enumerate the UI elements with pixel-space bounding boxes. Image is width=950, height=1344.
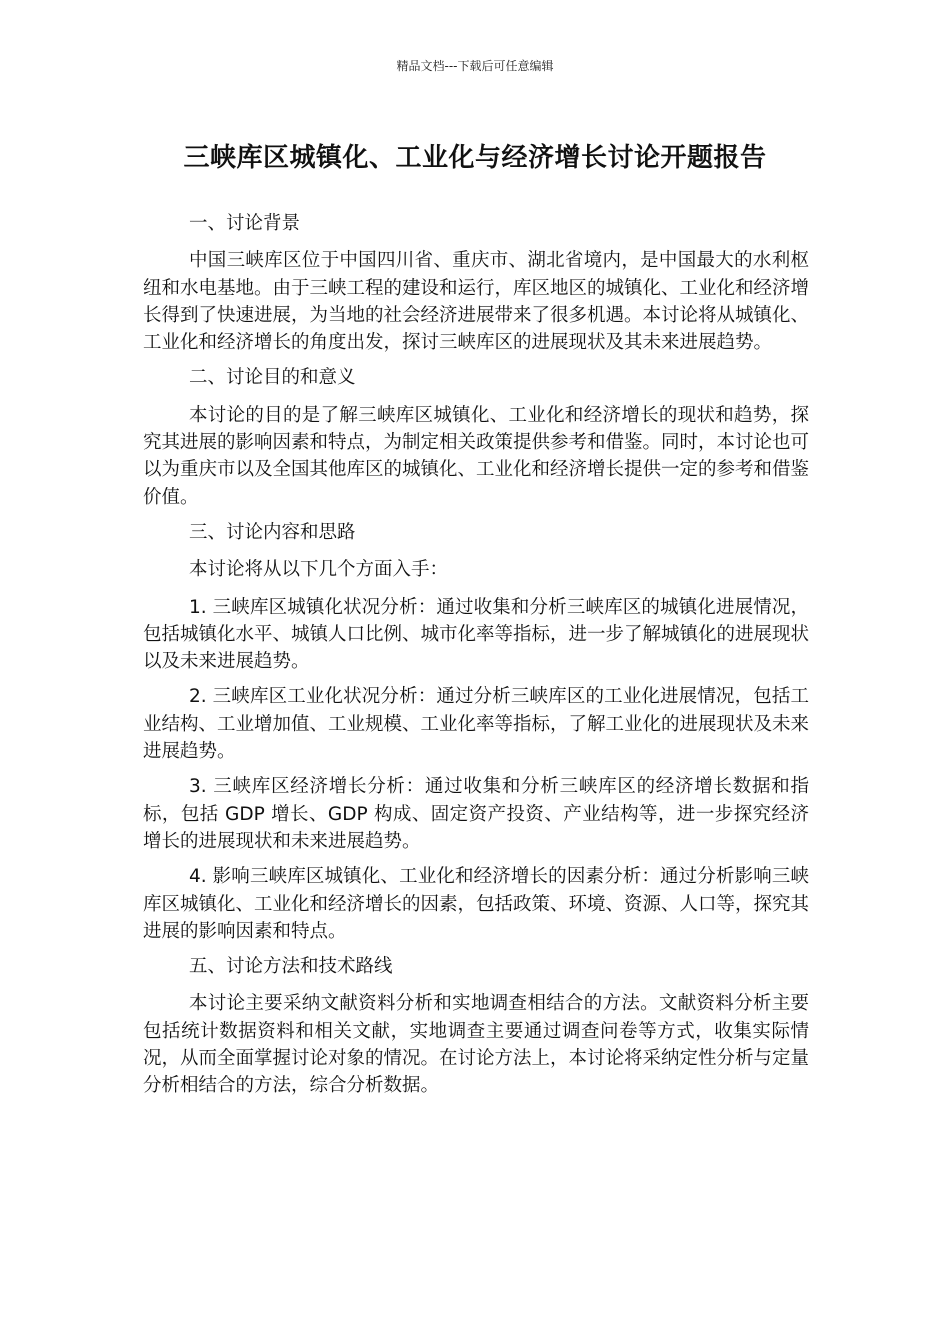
section-heading-content: 三、讨论内容和思路 bbox=[189, 521, 356, 543]
paragraph-purpose: 本讨论的目的是了解三峡库区城镇化、工业化和经济增长的现状和趋势，探究其进展的影响因素和特点，为制定相关政策提供参考和借鉴。同时，本讨论也可以为重庆市以及全国其他库区的城镇化、工业化和经济增长提供一定的参考和借鉴价值。 bbox=[143, 404, 810, 508]
paragraph-background: 中国三峡库区位于中国四川省、重庆市、湖北省境内，是中国最大的水利枢纽和水电基地。由于三峡工程的建设和运行，库区地区的城镇化、工业化和经济增长得到了快速进展，为当地的社会经济进展带来了很多机遇。本讨论将从城镇化、工业化和经济增长的角度出发，探讨三峡库区的进展现状及其未来进展趋势。 bbox=[143, 250, 810, 354]
list-item-urbanization: 1. 三峡库区城镇化状况分析：通过收集和分析三峡库区的城镇化进展情况，包括城镇化水平、城镇人口比例、城市化率等指标，进一步了解城镇化的进展现状以及未来进展趋势。 bbox=[143, 596, 810, 673]
section-heading-background: 一、讨论背景 bbox=[189, 213, 301, 234]
section-heading-method: 五、讨论方法和技术路线 bbox=[189, 956, 393, 978]
header-note: 精品文档---下载后可任意编辑 bbox=[396, 59, 554, 73]
section-heading-purpose: 二、讨论目的和意义 bbox=[189, 367, 356, 389]
paragraph-content-intro: 本讨论将从以下几个方面入手： bbox=[189, 559, 449, 581]
paragraph-method: 本讨论主要采纳文献资料分析和实地调查相结合的方法。文献资料分析主要包括统计数据资料和相关文献，实地调查主要通过调查问卷等方式，收集实际情况，从而全面掌握讨论对象的情况。在讨论方法上，本讨论将采纳定性分析与定量分析相结合的方法，综合分析数据。 bbox=[143, 993, 810, 1097]
list-item-industrialization: 2. 三峡库区工业化状况分析：通过分析三峡库区的工业化进展情况，包括工业结构、工业增加值、工业规模、工业化率等指标，了解工业化的进展现状及未来进展趋势。 bbox=[143, 686, 810, 763]
document-title: 三峡库区城镇化、工业化与经济增长讨论开题报告 bbox=[183, 143, 767, 173]
list-item-economic-growth: 3. 三峡库区经济增长分析：通过收集和分析三峡库区的经济增长数据和指标，包括 GDP 增长、GDP 构成、固定资产投资、产业结构等，进一步探究经济增长的进展现状和未来进展趋势。 bbox=[143, 776, 809, 852]
document-body bbox=[143, 210, 809, 1108]
list-item-factors: 4. 影响三峡库区城镇化、工业化和经济增长的因素分析：通过分析影响三峡库区城镇化、工业化和经济增长的因素，包括政策、环境、资源、人口等，探究其进展的影响因素和特点。 bbox=[143, 866, 810, 942]
